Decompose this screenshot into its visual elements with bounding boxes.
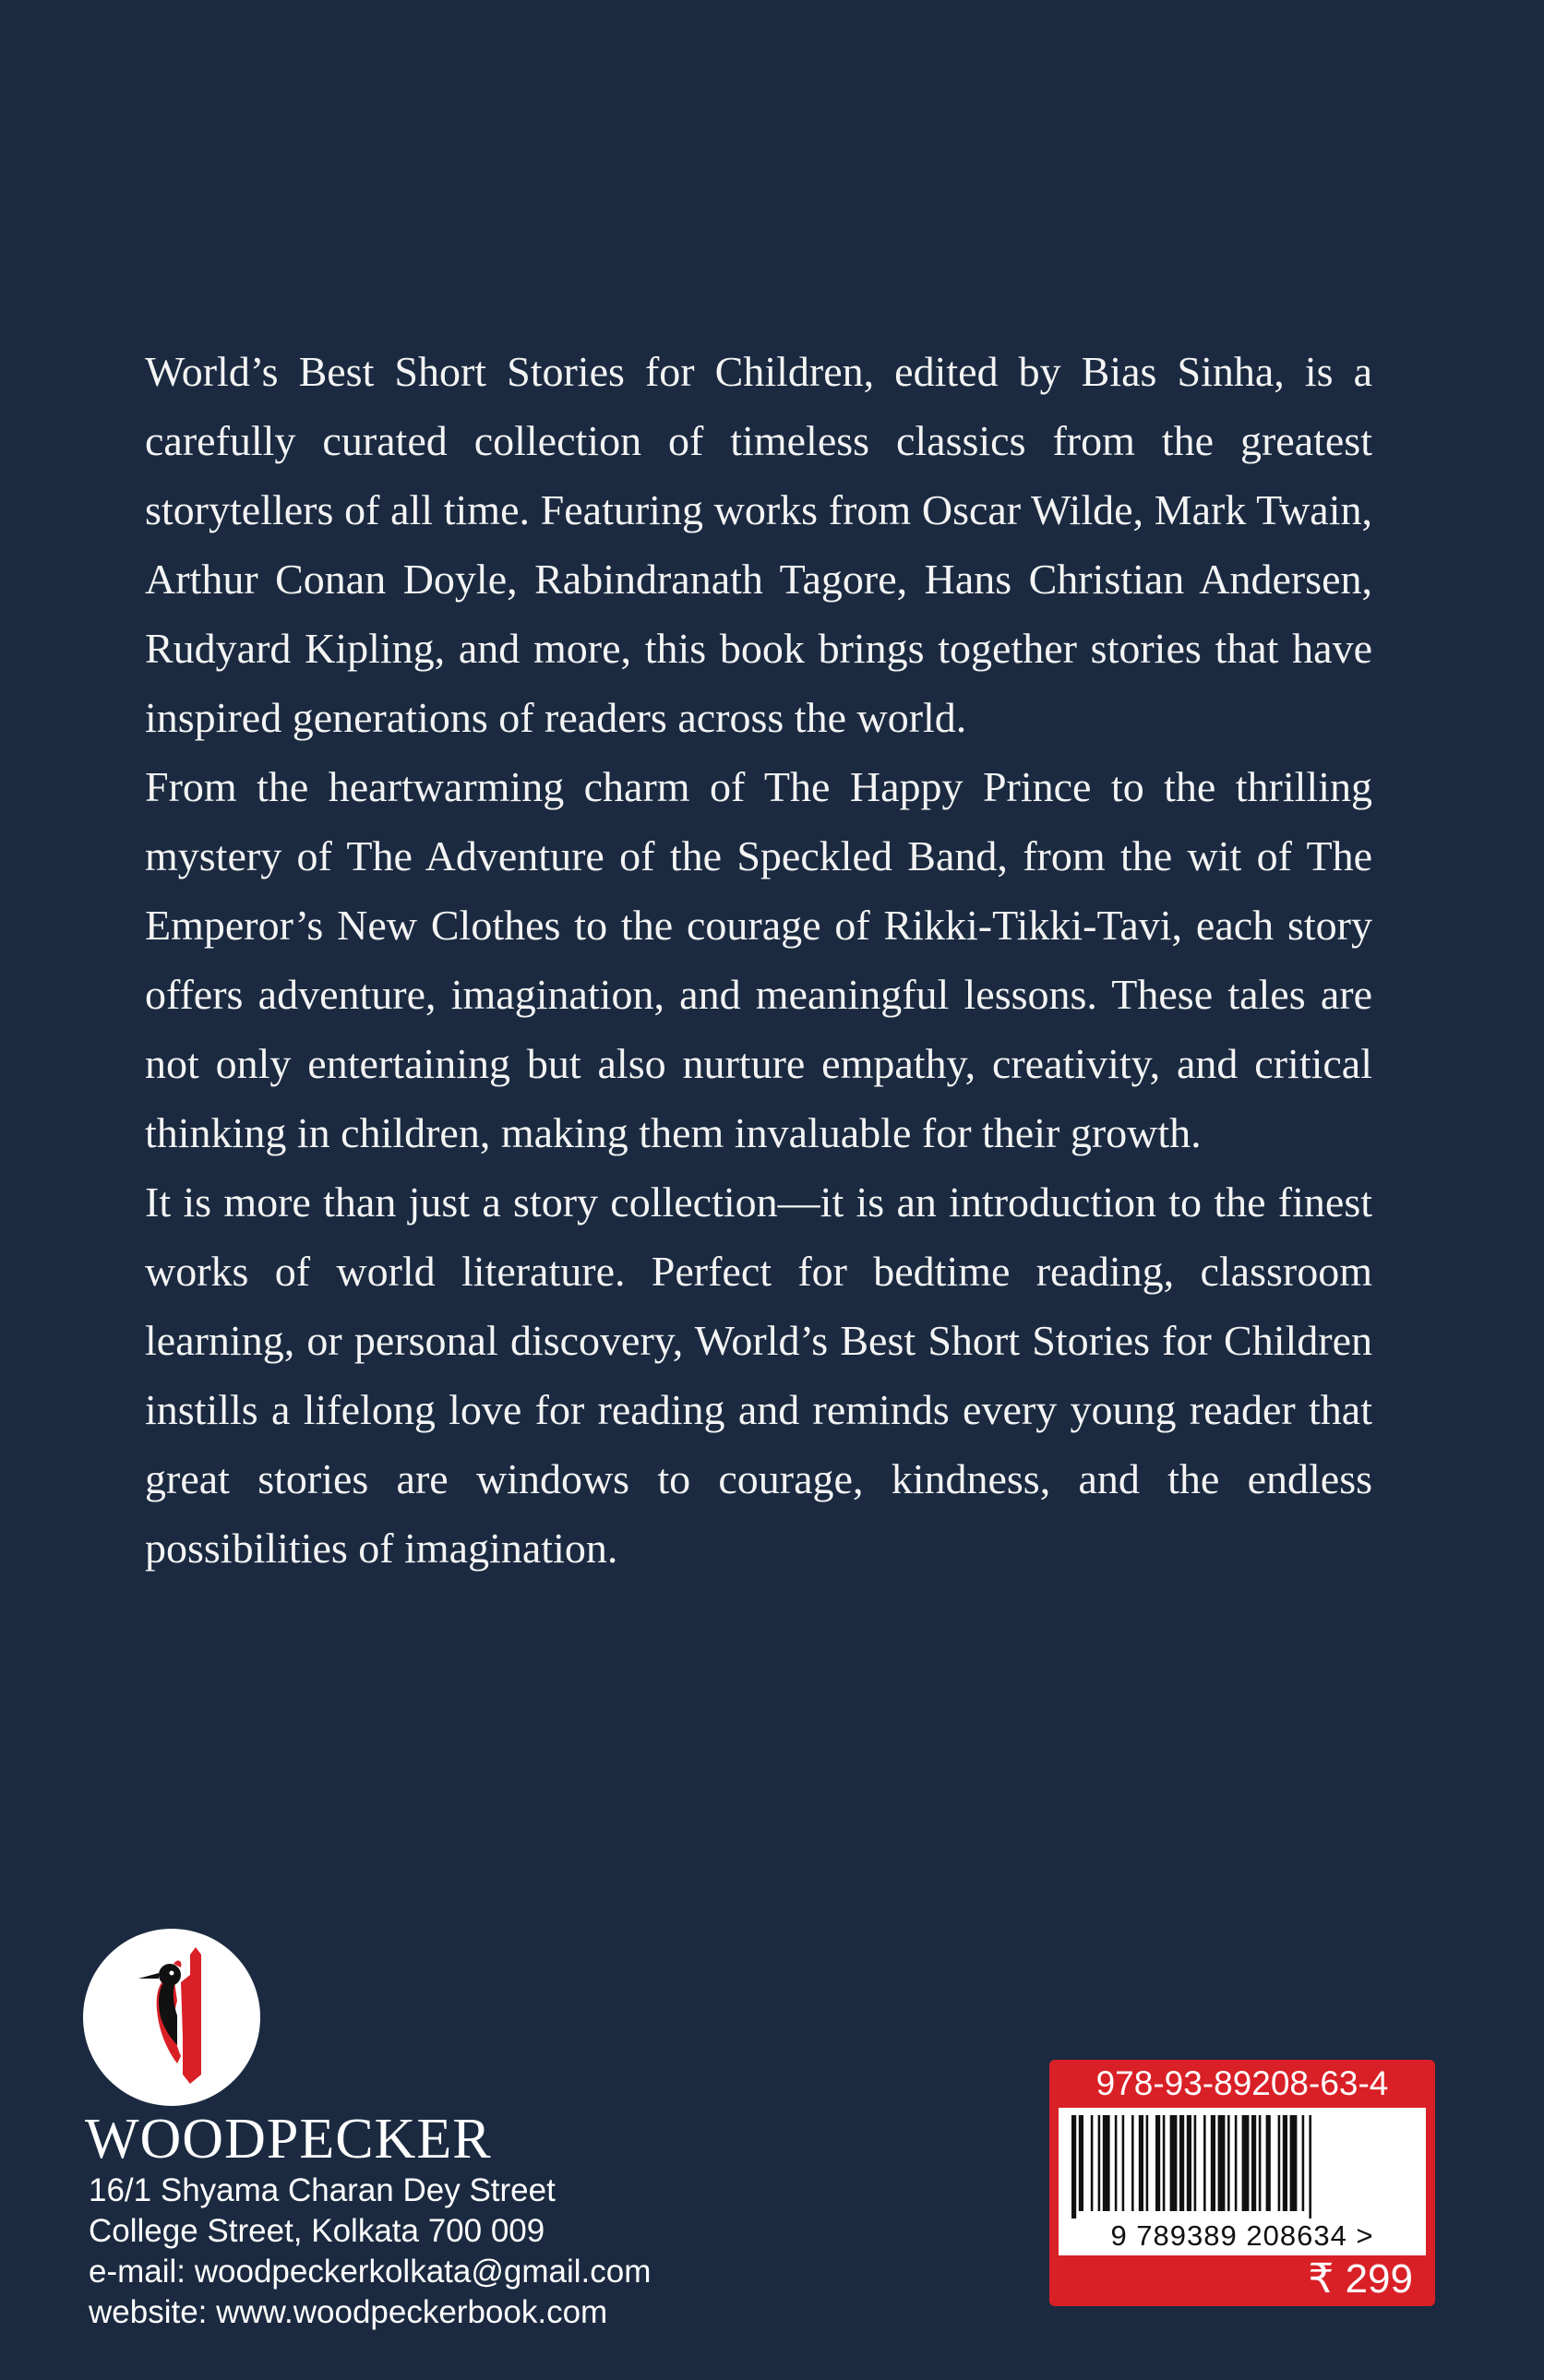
blurb-paragraph-2: From the heartwarming charm of The Happy Prince to the thrilling mystery of The Adventure of the Speckled Band, from the wit of The Emperor’s New Clothes to the courage of Rikki-Tikki-Tavi, each story offers adventure, imagination, and meaningful lessons. These tales are not only entertaining but also nurture empathy, creativity, and critical thinking in children, making them invaluable for their growth. — [145, 763, 1372, 1156]
barcode-bar — [1227, 2115, 1230, 2211]
barcode-bar — [1251, 2115, 1256, 2211]
barcode-bar — [1115, 2115, 1118, 2211]
barcode-bar — [1079, 2115, 1083, 2211]
publisher-name: WOODPECKER — [85, 2108, 492, 2171]
blurb-paragraph-1: World’s Best Short Stories for Children, edited by Bias Sinha, is a carefully curated collection of timeless classics from the greatest storytellers of all time. Featuring works from Oscar Wilde, Mark Twain, Arthur Conan Doyle, Rabindranath Tagore, Hans Christian Andersen, Rudyard Kipling, and more, this book brings together stories that have inspired generations of readers across the world. — [145, 348, 1372, 741]
publisher-website: website: www.woodpeckerbook.com — [89, 2294, 608, 2330]
publisher-address — [89, 2171, 651, 2333]
barcode-area — [1059, 2108, 1426, 2255]
isbn-label: 978-93-89208-63-4 — [1095, 2064, 1389, 2102]
barcode-bar — [1139, 2115, 1143, 2211]
address-line-2: College Street, Kolkata 700 009 — [89, 2213, 545, 2249]
barcode-bar — [1187, 2115, 1191, 2211]
barcode-bar — [1242, 2115, 1250, 2211]
barcode-digits: 9 789389 208634 > — [1110, 2219, 1374, 2252]
barcode-bar — [1309, 2115, 1311, 2219]
barcode-bar — [1283, 2115, 1287, 2211]
blurb-paragraph-3: It is more than just a story collection—it is an introduction to the finest works of world literature. Perfect for bedtime reading, classroom learning, or personal discovery, World’s Best Short Stories for Children instills a lifelong love for reading and reminds every young reader that great stories are windows to courage, kindness, and the endless possibilities of imagination. — [145, 1178, 1372, 1572]
barcode-bar — [1218, 2115, 1226, 2211]
price-label: ₹ 299 — [1308, 2256, 1413, 2302]
barcode-bar — [1091, 2115, 1094, 2211]
barcode-bar — [1071, 2115, 1076, 2219]
barcode-bar — [1211, 2115, 1215, 2211]
barcode-bar — [1098, 2115, 1101, 2211]
barcode-bar — [1179, 2115, 1184, 2211]
barcode-bar — [1131, 2115, 1134, 2211]
barcode-bar — [1194, 2115, 1197, 2211]
barcode-bar — [1163, 2115, 1166, 2211]
barcode-bar — [1235, 2115, 1238, 2211]
back-cover-blurb — [145, 337, 1372, 1583]
woodpecker-logo-icon — [81, 1927, 262, 2108]
barcode-bar — [1259, 2115, 1262, 2211]
publisher-email: e-mail: woodpeckerkolkata@gmail.com — [89, 2254, 652, 2290]
barcode-bar — [1155, 2115, 1160, 2211]
barcode-icon — [1059, 2108, 1426, 2219]
barcode-bar — [1146, 2115, 1149, 2211]
barcode-bar — [1122, 2115, 1125, 2211]
barcode-bar — [1266, 2115, 1271, 2211]
address-line-1: 16/1 Shyama Charan Dey Street — [89, 2172, 556, 2208]
barcode-bar — [1103, 2115, 1110, 2211]
barcode-bar — [1203, 2115, 1206, 2211]
barcode-bar — [1290, 2115, 1298, 2211]
barcode-bar — [1278, 2115, 1281, 2211]
barcode-bar — [1170, 2115, 1178, 2211]
barcode-panel — [1049, 2060, 1435, 2306]
barcode-bar — [1302, 2115, 1305, 2211]
